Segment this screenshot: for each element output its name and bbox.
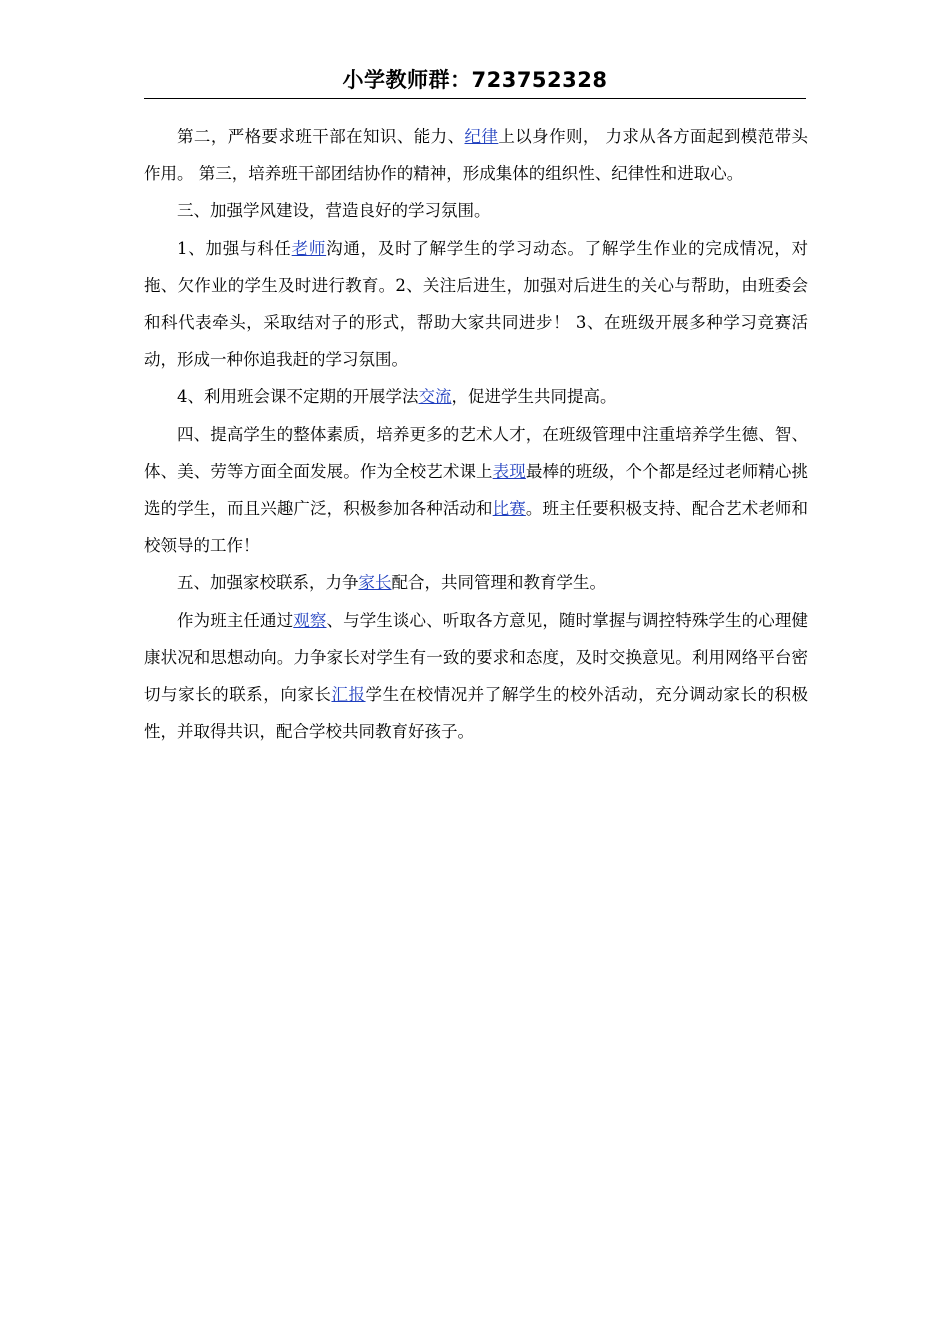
inline-link[interactable]: 比赛 — [492, 499, 526, 519]
inline-link[interactable]: 家长 — [358, 573, 392, 593]
paragraph-text: 三、加强学风建设，营造良好的学习氛围。 — [177, 201, 491, 221]
paragraph-text: 沟通，及时了解学生的学习动态。了解学生作业的完成情况，对拖、欠作业的学生及时进行教育。2、关注后进生，加强对后进生的关心与帮助，由班委会和科代表牵头，采取结对子的形式，帮助大家共同进步！ 3、在班级开展多种学习竞赛活动，形成一种你追我赶的学习氛围。 — [144, 238, 809, 370]
paragraph — [144, 416, 808, 565]
paragraph-text: 配合，共同管理和教育学生。 — [391, 573, 606, 593]
paragraph-text: 1、加强与科任 — [177, 238, 292, 258]
inline-link[interactable]: 交流 — [418, 387, 452, 407]
inline-link[interactable]: 纪律 — [464, 127, 499, 146]
paragraph-text: 上以身作则， 力求从各方面起到模范带头作用。 第三，培养班干部团结协作的精神，形成集体的组织性、纪律性和进取心。 — [144, 127, 809, 184]
paragraph — [144, 564, 808, 601]
paragraph-text: ，促进学生共同提高。 — [451, 387, 617, 407]
paragraph-text: 4、利用班会课不定期的开展学法 — [177, 387, 419, 407]
paragraph — [144, 230, 808, 379]
paragraph — [144, 192, 808, 229]
paragraph-text: 第二，严格要求班干部在知识、能力、 — [177, 127, 465, 146]
paragraph-text: 作为班主任通过 — [177, 610, 294, 630]
paragraph-text: 最棒的班级，个个都是经过老师精心挑选的学生，而且兴趣广泛，积极参加各种活动和 — [144, 461, 809, 519]
page-header — [144, 62, 806, 99]
paragraph — [144, 602, 808, 751]
header-title: 小学教师群：723752328 — [342, 68, 608, 92]
inline-link[interactable]: 表现 — [492, 461, 526, 481]
inline-link[interactable]: 汇报 — [331, 685, 366, 705]
paragraph-text: 四、提高学生的整体素质，培养更多的艺术人才，在班级管理中注重培养学生德、智、体、美、劳等方面全面发展。作为全校艺术课上 — [144, 424, 808, 481]
document-body — [144, 118, 808, 750]
paragraph — [144, 378, 808, 415]
paragraph-text: 五、加强家校联系，力争 — [177, 573, 359, 593]
paragraph-text: 学生在校情况并了解学生的校外活动，充分调动家长的积极性，并取得共识，配合学校共同教育好孩子。 — [144, 685, 809, 742]
inline-link[interactable]: 老师 — [291, 238, 327, 258]
paragraph-text: 、与学生谈心、听取各方意见，随时掌握与调控特殊学生的心理健康状况和思想动向。力争家长对学生有一致的要求和态度，及时交换意见。利用网络平台密切与家长的联系，向家长 — [144, 610, 809, 705]
paragraph — [144, 118, 808, 192]
paragraph-text: 。班主任要积极支持、配合艺术老师和校领导的工作！ — [144, 499, 809, 556]
inline-link[interactable]: 观察 — [293, 610, 327, 630]
